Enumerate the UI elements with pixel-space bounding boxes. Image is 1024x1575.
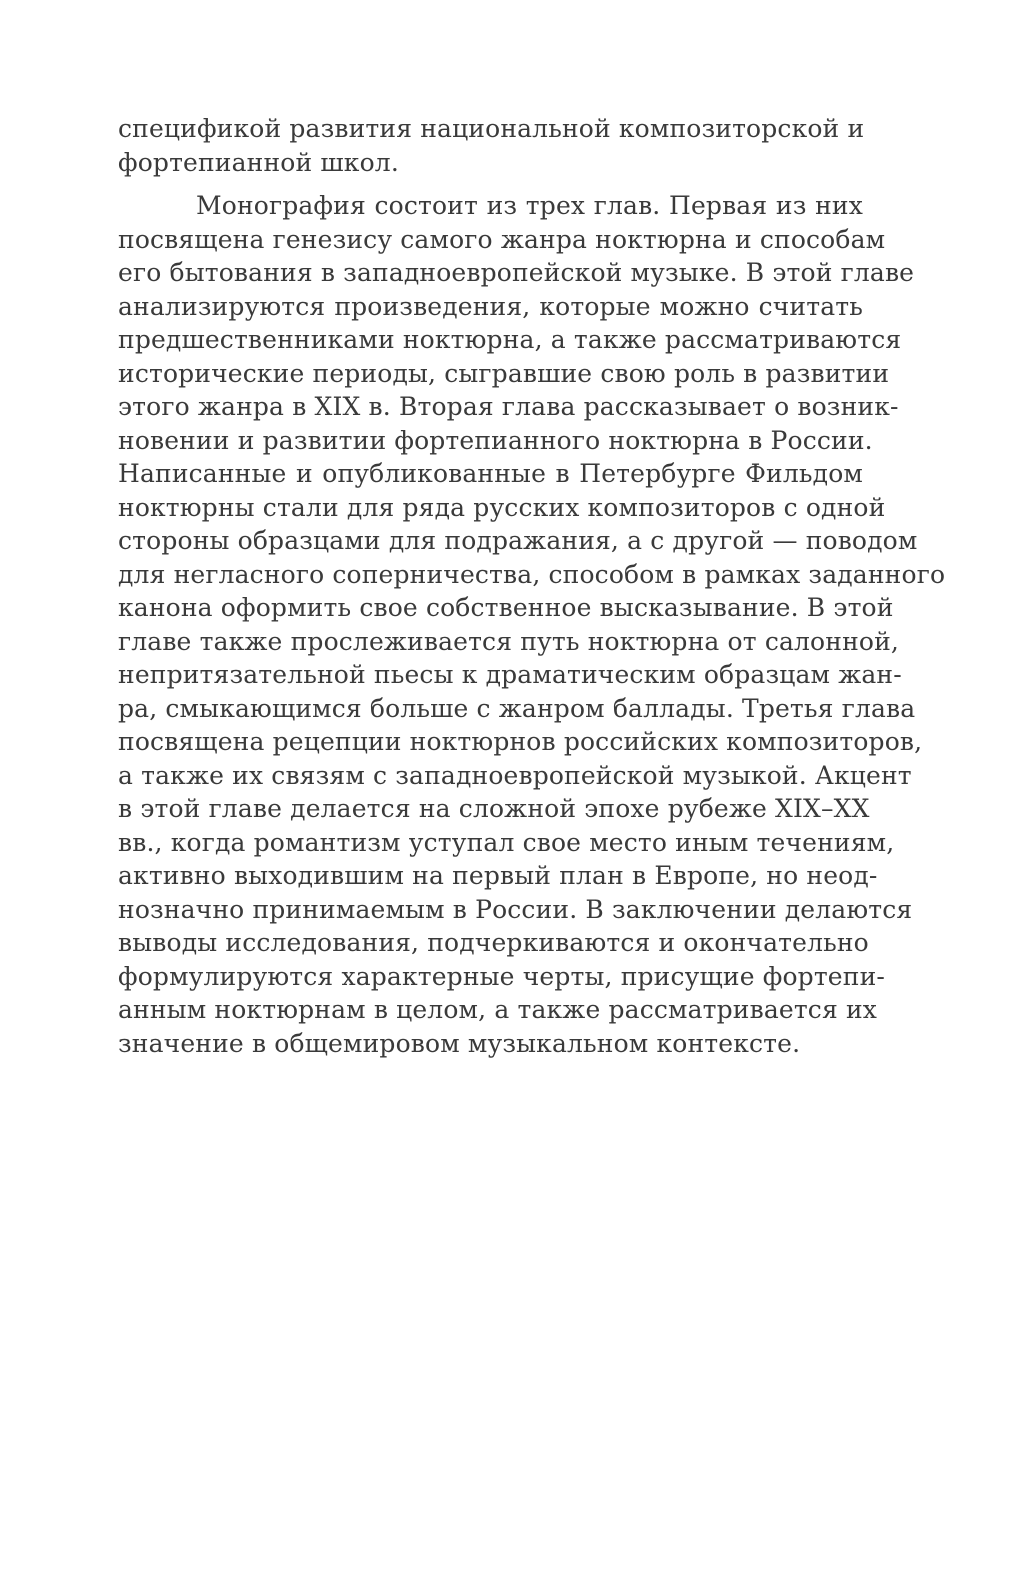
text-line: ра, смыкающимся больше с жанром баллады. Третья глава [118,693,916,723]
text-line: новении и развитии фортепианного ноктюрна в России. [118,425,873,455]
text-line: Написанные и опубликованные в Петербурге Фильдом [118,459,863,488]
text-line: анализируются произведения, которые можно считать [118,291,863,321]
text-line: анным ноктюрнам в целом, а также рассматривается их [118,995,878,1024]
text-line: Монография состоит из трех глав. Первая из них [196,191,863,220]
text-line: канона оформить свое собственное высказывание. В этой [118,593,894,622]
text-line: исторические периоды, сыгравшие свою роль в развитии [118,358,890,388]
text-line: стороны образцами для подражания, а с другой — поводом [118,526,918,555]
text-line: формулируются характерные черты, присущие фортепи- [118,961,885,991]
text-line: для негласного соперничества, способом в рамках заданного [118,559,946,589]
paragraph-2 [118,189,946,1060]
text-line: нозначно принимаемым в России. В заключении делаются [118,894,913,924]
text-line: его бытования в западноевропейской музыке. В этой главе [118,258,915,287]
text-line: в этой главе делается на сложной эпохе рубеже XIX–XX [118,794,870,823]
body-text [118,112,946,1060]
text-line: непритязательной пьесы к драматическим образцам жан- [118,660,902,689]
text-line: выводы исследования, подчеркиваются и окончательно [118,928,869,957]
text-line: главе также прослеживается путь ноктюрна от салонной, [118,626,899,656]
text-line: активно выходившим на первый план в Европе, но неод- [118,861,878,890]
text-line: этого жанра в XIX в. Вторая глава рассказывает о возник- [118,392,899,421]
text-line: посвящена генезису самого жанра ноктюрна и способам [118,224,886,254]
text-line: фортепианной школ. [118,147,399,177]
paragraph-1 [118,112,863,179]
paragraph-spacer [118,179,863,189]
text-line: спецификой развития национальной композиторской и [118,114,865,143]
text-line: вв., когда романтизм уступал свое место иным течениям, [118,827,895,857]
text-line: значение в общемировом музыкальном контексте. [118,1028,801,1058]
text-line: а также их связям с западноевропейской музыкой. Акцент [118,760,912,790]
text-line: посвящена рецепции ноктюрнов российских композиторов, [118,727,923,756]
text-line: ноктюрны стали для ряда русских композиторов с одной [118,492,886,522]
text-line: предшественниками ноктюрна, а также рассматриваются [118,325,902,354]
